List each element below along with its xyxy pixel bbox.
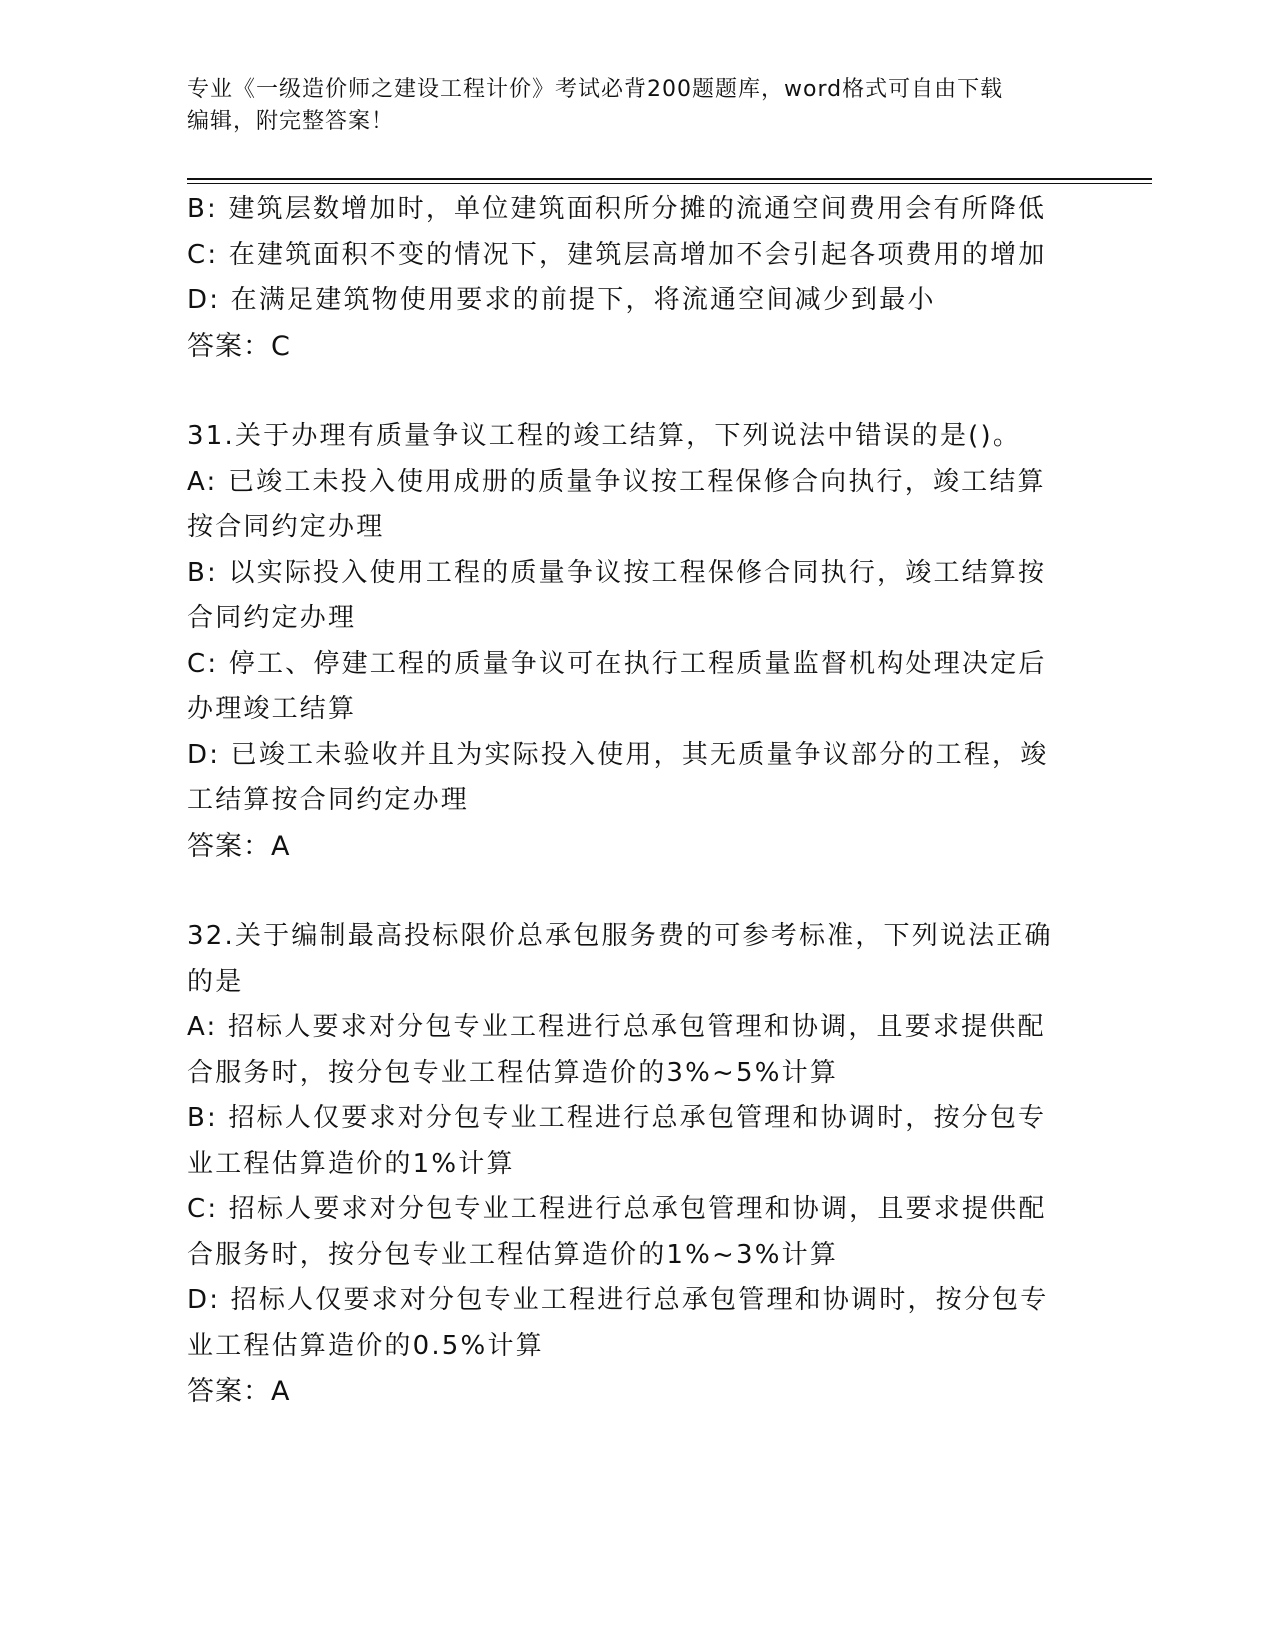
option-c-continued: 合服务时，按分包专业工程估算造价的1%~3%计算 xyxy=(187,1239,839,1270)
answer-label: 答案：A xyxy=(187,1376,291,1407)
option-d: D: 已竣工未验收并且为实际投入使用，其无质量争议部分的工程，竣 xyxy=(187,739,1049,770)
question-30 xyxy=(187,187,1087,369)
option-b-continued: 合同约定办理 xyxy=(187,603,357,633)
question-list xyxy=(187,187,1087,1415)
question-spacer xyxy=(187,869,1087,914)
question-32 xyxy=(187,914,1087,1415)
header-divider-thin xyxy=(187,183,1152,184)
option-c: C: 招标人要求对分包专业工程进行总承包管理和协调，且要求提供配 xyxy=(187,1194,1047,1224)
option-d-continued: 工结算按合同约定办理 xyxy=(187,785,470,815)
option-d-continued: 业工程估算造价的0.5%计算 xyxy=(187,1330,544,1361)
answer-label: 答案：C xyxy=(187,330,291,362)
document-header xyxy=(187,74,1067,138)
option-b: B: 建筑层数增加时，单位建筑面积所分摊的流通空间费用会有所降低 xyxy=(187,194,1047,224)
option-c: C: 在建筑面积不变的情况下，建筑层高增加不会引起各项费用的增加 xyxy=(187,239,1047,270)
option-d: D: 招标人仅要求对分包专业工程进行总承包管理和协调时，按分包专 xyxy=(187,1285,1049,1315)
option-a: A: 招标人要求对分包专业工程进行总承包管理和协调，且要求提供配 xyxy=(187,1012,1046,1042)
option-a-continued: 按合同约定办理 xyxy=(187,512,385,542)
question-stem: 32.关于编制最高投标限价总承包服务费的可参考标准，下列说法正确 xyxy=(187,921,1053,951)
header-divider-thick xyxy=(187,178,1152,180)
option-a: A: 已竣工未投入使用成册的质量争议按工程保修合向执行，竣工结算 xyxy=(187,466,1046,497)
option-c: C: 停工、停建工程的质量争议可在执行工程质量监督机构处理决定后 xyxy=(187,648,1047,679)
option-d: D: 在满足建筑物使用要求的前提下，将流通空间减少到最小 xyxy=(187,285,936,315)
question-stem-continued: 的是 xyxy=(187,966,244,997)
option-a-continued: 合服务时，按分包专业工程估算造价的3%~5%计算 xyxy=(187,1057,839,1088)
question-31 xyxy=(187,414,1087,869)
question-spacer xyxy=(187,369,1087,414)
option-b-continued: 业工程估算造价的1%计算 xyxy=(187,1148,515,1179)
header-line-1: 专业《一级造价师之建设工程计价》考试必背200题题库，word格式可自由下载 xyxy=(187,77,1004,102)
question-stem: 31.关于办理有质量争议工程的竣工结算，下列说法中错误的是()。 xyxy=(187,421,1022,451)
option-c-continued: 办理竣工结算 xyxy=(187,694,357,724)
header-line-2: 编辑，附完整答案！ xyxy=(187,109,395,134)
option-b: B: 以实际投入使用工程的质量争议按工程保修合同执行，竣工结算按 xyxy=(187,557,1047,588)
answer-label: 答案：A xyxy=(187,830,291,862)
option-b: B: 招标人仅要求对分包专业工程进行总承包管理和协调时，按分包专 xyxy=(187,1103,1047,1133)
